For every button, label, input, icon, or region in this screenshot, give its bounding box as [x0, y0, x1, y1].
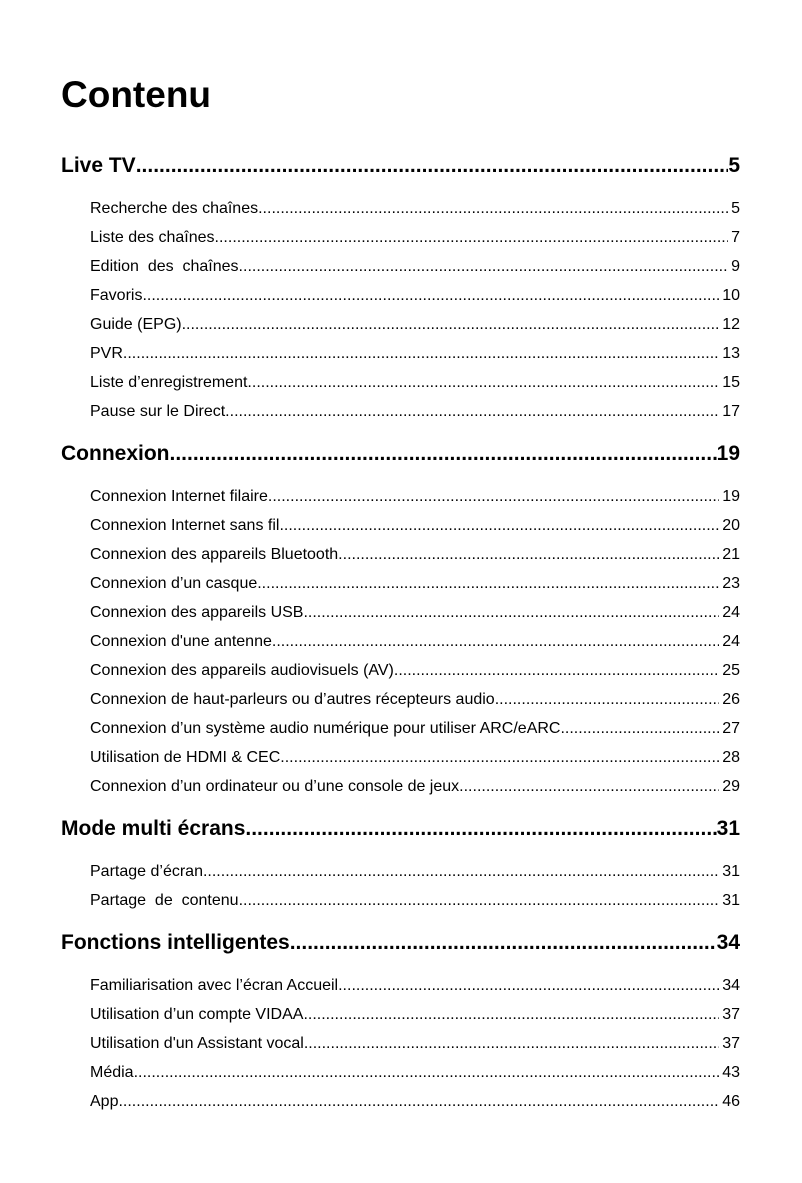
dot-leader — [272, 627, 719, 656]
toc-entry-label: Partage de contenu — [90, 892, 239, 909]
dot-leader — [258, 194, 728, 223]
dot-leader — [136, 152, 729, 180]
page-title: Contenu — [61, 74, 212, 115]
toc-entry-label: Connexion Internet filaire — [90, 488, 268, 505]
dot-leader — [495, 685, 720, 714]
toc-page-number: 7 — [731, 229, 740, 246]
toc-section-mode-multi-ecrans — [61, 815, 740, 915]
toc-entry-label: Recherche des chaînes — [90, 200, 259, 217]
toc-entry-media[interactable] — [61, 1058, 740, 1087]
toc-sublist-fonctions-intelligentes — [61, 971, 740, 1116]
toc-entry-arc-earc[interactable] — [61, 714, 740, 743]
toc-entry-label: Partage d’écran — [90, 863, 203, 880]
toc-page-number: 20 — [722, 517, 740, 534]
toc-entry-partage-ecran[interactable] — [61, 857, 740, 886]
toc-page-number: 13 — [722, 345, 740, 362]
toc-entry-label: Utilisation de HDMI & CEC — [90, 749, 281, 766]
toc-entry-label: Live TV — [61, 154, 136, 177]
toc-page-number: 28 — [722, 749, 740, 766]
toc-page-number: 27 — [722, 720, 740, 737]
toc-entry-label: Edition des chaînes — [90, 258, 239, 275]
toc-entry-partage-contenu[interactable] — [61, 886, 740, 915]
toc-entry-label: Mode multi écrans — [61, 817, 246, 840]
toc-entry-bluetooth[interactable] — [61, 540, 740, 569]
toc-section-connexion — [61, 440, 740, 801]
toc-entry-casque[interactable] — [61, 569, 740, 598]
dot-leader — [268, 482, 719, 511]
toc-entry-label: Connexion des appareils USB — [90, 604, 304, 621]
toc-entry-label: Liste d’enregistrement — [90, 374, 248, 391]
toc-entry-live-tv[interactable] — [61, 152, 740, 180]
toc-page-number: 9 — [731, 258, 740, 275]
toc-page-number: 23 — [722, 575, 740, 592]
dot-leader — [290, 929, 717, 957]
dot-leader — [247, 368, 719, 397]
toc-entry-liste-des-chaines[interactable] — [61, 223, 740, 252]
toc-entry-label: Connexion des appareils Bluetooth — [90, 546, 339, 563]
toc-page-number: 19 — [722, 488, 740, 505]
dot-leader — [560, 714, 719, 743]
toc-entry-internet-filaire[interactable] — [61, 482, 740, 511]
toc-section-live-tv — [61, 152, 740, 426]
toc-entry-label: Connexion des appareils audiovisuels (AV) — [90, 662, 394, 679]
dot-leader — [170, 440, 717, 468]
toc-page-number: 46 — [722, 1093, 740, 1110]
toc-page-number: 25 — [722, 662, 740, 679]
toc-entry-pause-sur-le-direct[interactable] — [61, 397, 740, 426]
toc-entry-label: Connexion d’un casque — [90, 575, 258, 592]
dot-leader — [303, 1000, 719, 1029]
toc-entry-label: Utilisation d'un Assistant vocal — [90, 1035, 304, 1052]
toc-entry-label: Média — [90, 1064, 134, 1081]
toc-entry-label: App — [90, 1093, 119, 1110]
toc-entry-audiovisuels[interactable] — [61, 656, 740, 685]
toc-entry-label: Connexion d'une antenne — [90, 633, 272, 650]
toc-entry-label: Familiarisation avec l’écran Accueil — [90, 977, 339, 994]
dot-leader — [303, 598, 719, 627]
dot-leader — [142, 281, 719, 310]
dot-leader — [338, 540, 719, 569]
dot-leader — [203, 857, 719, 886]
dot-leader — [279, 511, 719, 540]
dot-leader — [304, 1029, 719, 1058]
toc-section-fonctions-intelligentes — [61, 929, 740, 1116]
toc-entry-liste-enregistrement[interactable] — [61, 368, 740, 397]
dot-leader — [182, 310, 720, 339]
toc-entry-edition-des-chaines[interactable] — [61, 252, 740, 281]
toc-page-number: 34 — [722, 977, 740, 994]
toc-page-number: 37 — [722, 1006, 740, 1023]
toc-entry-label: Connexion de haut-parleurs ou d’autres récepteurs audio — [90, 691, 495, 708]
toc-page-number: 17 — [722, 403, 740, 420]
toc-page-number: 12 — [722, 316, 740, 333]
toc-page-number: 10 — [722, 287, 740, 304]
toc-entry-haut-parleurs[interactable] — [61, 685, 740, 714]
dot-leader — [459, 772, 719, 801]
toc-entry-label: Connexion — [61, 442, 170, 465]
toc-entry-label: Favoris — [90, 287, 143, 304]
toc-page-number: 37 — [722, 1035, 740, 1052]
toc-entry-pvr[interactable] — [61, 339, 740, 368]
toc-entry-recherche-des-chaines[interactable] — [61, 194, 740, 223]
toc-entry-compte-vidaa[interactable] — [61, 1000, 740, 1029]
toc-entry-label: Connexion d’un ordinateur ou d’une console de jeux — [90, 778, 460, 795]
toc-entry-favoris[interactable] — [61, 281, 740, 310]
toc-sublist-connexion — [61, 482, 740, 801]
toc-entry-connexion[interactable] — [61, 440, 740, 468]
dot-leader — [134, 1058, 720, 1087]
toc-page-number: 15 — [722, 374, 740, 391]
dot-leader — [280, 743, 719, 772]
toc-page-number: 21 — [722, 546, 740, 563]
toc-page-number: 24 — [722, 604, 740, 621]
toc-entry-guide-epg[interactable] — [61, 310, 740, 339]
toc-page-number: 24 — [722, 633, 740, 650]
dot-leader — [118, 1087, 719, 1116]
toc-sublist-mode-multi-ecrans — [61, 857, 740, 915]
toc-entry-label: Connexion Internet sans fil — [90, 517, 280, 534]
toc-page-number: 43 — [722, 1064, 740, 1081]
toc-page-number: 31 — [716, 817, 740, 840]
toc-entry-hdmi-cec[interactable] — [61, 743, 740, 772]
toc-entry-label: Utilisation d’un compte VIDAA — [90, 1006, 304, 1023]
toc-entry-fonctions-intelligentes[interactable] — [61, 929, 740, 957]
toc-page-number: 29 — [722, 778, 740, 795]
dot-leader — [225, 397, 719, 426]
toc-entry-label: Liste des chaînes — [90, 229, 215, 246]
toc-entry-assistant-vocal[interactable] — [61, 1029, 740, 1058]
dot-leader — [239, 886, 720, 915]
toc-entry-ordinateur-console[interactable] — [61, 772, 740, 801]
toc-entry-label: Fonctions intelligentes — [61, 931, 290, 954]
toc-page-number: 19 — [716, 442, 740, 465]
toc-page-number: 31 — [722, 863, 740, 880]
dot-leader — [239, 252, 729, 281]
dot-leader — [245, 815, 716, 843]
toc-entry-app[interactable] — [61, 1087, 740, 1116]
toc-sublist-live-tv — [61, 194, 740, 426]
toc-entry-internet-sans-fil[interactable] — [61, 511, 740, 540]
toc-page-number: 5 — [728, 154, 740, 177]
toc-page-number: 34 — [716, 931, 740, 954]
toc-entry-label: Connexion d’un système audio numérique pour utiliser ARC/eARC — [90, 720, 561, 737]
dot-leader — [338, 971, 719, 1000]
toc-entry-mode-multi-ecrans[interactable] — [61, 815, 740, 843]
toc-entry-label: PVR — [90, 345, 123, 362]
toc-page-number: 5 — [731, 200, 740, 217]
dot-leader — [123, 339, 719, 368]
dot-leader — [215, 223, 729, 252]
toc-page-number: 31 — [722, 892, 740, 909]
toc-page-number: 26 — [722, 691, 740, 708]
toc-entry-label: Pause sur le Direct — [90, 403, 226, 420]
dot-leader — [394, 656, 719, 685]
toc-entry-usb[interactable] — [61, 598, 740, 627]
toc-entry-label: Guide (EPG) — [90, 316, 182, 333]
dot-leader — [257, 569, 719, 598]
toc-entry-ecran-accueil[interactable] — [61, 971, 740, 1000]
toc-entry-antenne[interactable] — [61, 627, 740, 656]
